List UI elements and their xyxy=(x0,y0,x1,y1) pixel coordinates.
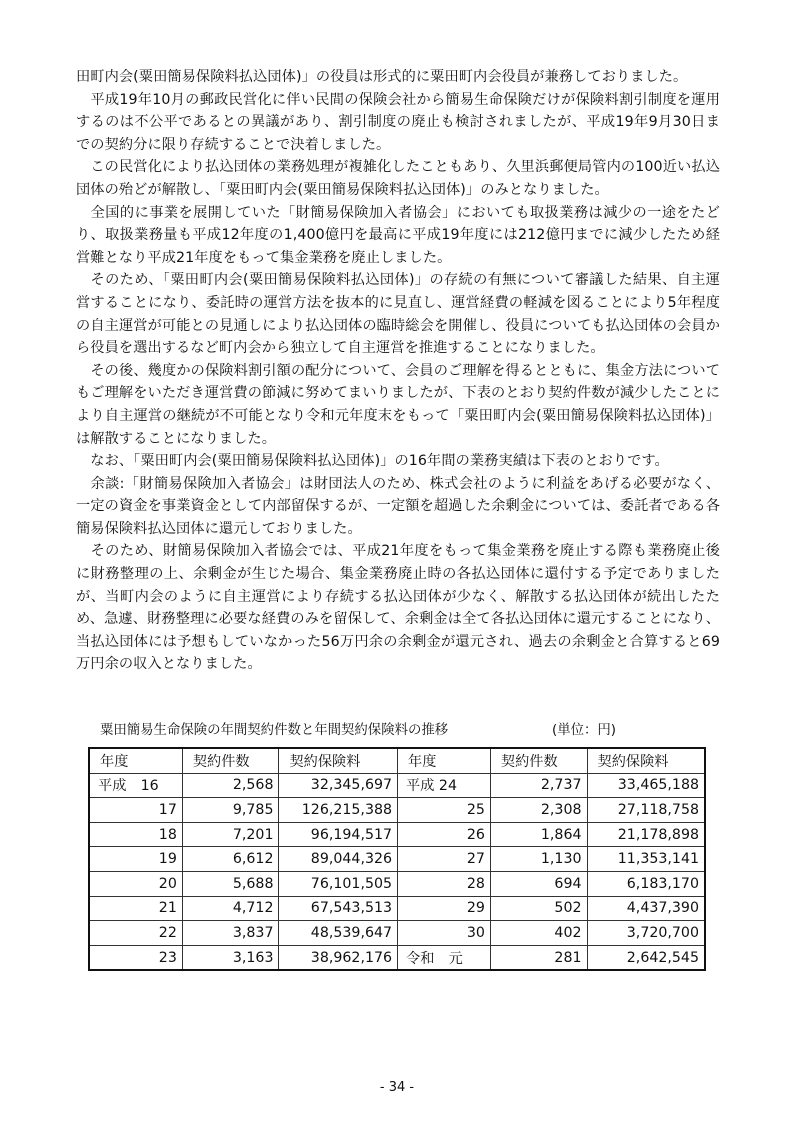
table-row xyxy=(89,896,705,921)
year-cell: 平成 24 xyxy=(398,773,491,798)
count-cell: 3,163 xyxy=(182,945,279,970)
table-row xyxy=(89,798,705,823)
table-row xyxy=(89,871,705,896)
contract-table xyxy=(88,747,706,971)
column-header: 契約件数 xyxy=(182,748,279,773)
year-cell: 25 xyxy=(398,798,491,823)
column-header: 年度 xyxy=(89,748,182,773)
count-cell: 2,737 xyxy=(490,773,587,798)
premium-cell: 38,962,176 xyxy=(279,945,398,970)
count-cell: 3,837 xyxy=(182,921,279,946)
year-cell: 平成 16 xyxy=(89,773,182,798)
table-row xyxy=(89,945,705,970)
year-cell: 19 xyxy=(89,847,182,872)
premium-cell: 67,543,513 xyxy=(279,896,398,921)
body-text xyxy=(76,66,720,676)
year-cell: 27 xyxy=(398,847,491,872)
count-cell: 694 xyxy=(490,871,587,896)
paragraph: 田町内会(粟田簡易保険料払込団体)」の役員は形式的に粟田町内会役員が兼務しておりました。 xyxy=(76,69,688,85)
table-title: 粟田簡易生命保険の年間契約件数と年間契約保険料の推移 xyxy=(100,723,449,738)
paragraph: 余談:「財簡易保険加入者協会」は財団法人のため、株式会社のように利益をあげる必要がなく、一定の資金を事業資金として内部留保するが、一定額を超過した余剰金については、委託者である各簡易保険料払込団体に還元しておりました。 xyxy=(76,475,720,537)
premium-cell: 126,215,388 xyxy=(279,798,398,823)
count-cell: 9,785 xyxy=(182,798,279,823)
year-cell: 28 xyxy=(398,871,491,896)
paragraph: 平成19年10月の郵政民営化に伴い民間の保険会社から簡易生命保険だけが保険料割引制度を運用するのは不公平であるとの異議があり、割引制度の廃止も検討されましたが、平成19年9月30日までの契約分に限り存続することで決着しました。 xyxy=(76,91,720,153)
count-cell: 402 xyxy=(490,921,587,946)
premium-cell: 32,345,697 xyxy=(279,773,398,798)
paragraph: なお、「粟田町内会(粟田簡易保険料払込団体)」の16年間の業務実績は下表のとおりです。 xyxy=(76,453,669,470)
table-unit: (単位：円) xyxy=(552,723,617,738)
year-cell: 22 xyxy=(89,921,182,946)
premium-cell: 96,194,517 xyxy=(279,822,398,847)
paragraph: そのため、財簡易保険加入者協会では、平成21年度をもって集金業務を廃止する際も業務廃止後に財務整理の上、余剰金が生じた場合、集金業務廃止時の各払込団体に還付する予定でありましたが、当町内会のように自主運営により存続する払込団体が少なく、解散する払込団体が続出したため、急遽、財務整理に必要な経費のみを留保して、余剰金は全て各払込団体に還元することになり、当払込団体には予想もしていなかった56万円余の余剰金が還元され、過去の余剰金と合算すると69万円余の収入となりました。 xyxy=(76,543,720,673)
count-cell: 6,612 xyxy=(182,847,279,872)
year-cell: 18 xyxy=(89,822,182,847)
premium-cell: 76,101,505 xyxy=(279,871,398,896)
table-row xyxy=(89,847,705,872)
premium-cell: 33,465,188 xyxy=(587,773,705,798)
count-cell: 5,688 xyxy=(182,871,279,896)
paragraph: 全国的に事業を展開していた「財簡易保険加入者協会」においても取扱業務は減少の一途をたどり、取扱業務量も平成12年度の1,400億円を最高に平成19年度には212億円までに減少したため経営難となり平成21年度をもって集金業務を廃止しました。 xyxy=(76,204,720,266)
table-header-row xyxy=(89,748,705,773)
paragraph: その後、幾度かの保険料割引額の配分について、会員のご理解を得るとともに、集金方法についてもご理解をいただき運営費の節減に努めてまいりましたが、下表のとおり契約件数が減少したことにより自主運営の継続が不可能となり令和元年度末をもって「粟田町内会(粟田簡易保険料払込団体)」は解散することになりました。 xyxy=(76,362,720,447)
count-cell: 7,201 xyxy=(182,822,279,847)
count-cell: 4,712 xyxy=(182,896,279,921)
year-cell: 20 xyxy=(89,871,182,896)
page-number: - 34 - xyxy=(379,1080,415,1095)
column-header: 契約保険料 xyxy=(279,748,398,773)
paragraph: この民営化により払込団体の業務処理が複雑化したこともあり、久里浜郵便局管内の100近い払込団体の殆どが解散し、「粟田町内会(粟田簡易保険料払込団体)」のみとなりました。 xyxy=(76,159,720,198)
year-cell: 令和 元 xyxy=(398,945,491,970)
paragraph: そのため、「粟田町内会(粟田簡易保険料払込団体)」の存続の有無について審議した結果、自主運営することになり、委託時の運営方法を抜本的に見直し、運営経費の軽減を図ることにより5年程度の自主運営が可能との見通しにより払込団体の臨時総会を開催し、役員についても払込団体の会員から役員を選出するなど町内会から独立して自主運営を推進することになりました。 xyxy=(76,272,720,357)
premium-cell: 21,178,898 xyxy=(587,822,705,847)
count-cell: 1,864 xyxy=(490,822,587,847)
year-cell: 23 xyxy=(89,945,182,970)
year-cell: 21 xyxy=(89,896,182,921)
table-body xyxy=(89,773,705,970)
table-row xyxy=(89,822,705,847)
year-cell: 26 xyxy=(398,822,491,847)
premium-cell: 48,539,647 xyxy=(279,921,398,946)
year-cell: 30 xyxy=(398,921,491,946)
table-caption xyxy=(100,722,630,740)
count-cell: 281 xyxy=(490,945,587,970)
year-cell: 29 xyxy=(398,896,491,921)
table-row xyxy=(89,773,705,798)
count-cell: 502 xyxy=(490,896,587,921)
premium-cell: 4,437,390 xyxy=(587,896,705,921)
year-cell: 17 xyxy=(89,798,182,823)
count-cell: 2,308 xyxy=(490,798,587,823)
premium-cell: 27,118,758 xyxy=(587,798,705,823)
premium-cell: 89,044,326 xyxy=(279,847,398,872)
table-row xyxy=(89,921,705,946)
column-header: 年度 xyxy=(398,748,491,773)
column-header: 契約件数 xyxy=(490,748,587,773)
count-cell: 1,130 xyxy=(490,847,587,872)
count-cell: 2,568 xyxy=(182,773,279,798)
column-header: 契約保険料 xyxy=(587,748,705,773)
premium-cell: 11,353,141 xyxy=(587,847,705,872)
premium-cell: 6,183,170 xyxy=(587,871,705,896)
premium-cell: 2,642,545 xyxy=(587,945,705,970)
premium-cell: 3,720,700 xyxy=(587,921,705,946)
